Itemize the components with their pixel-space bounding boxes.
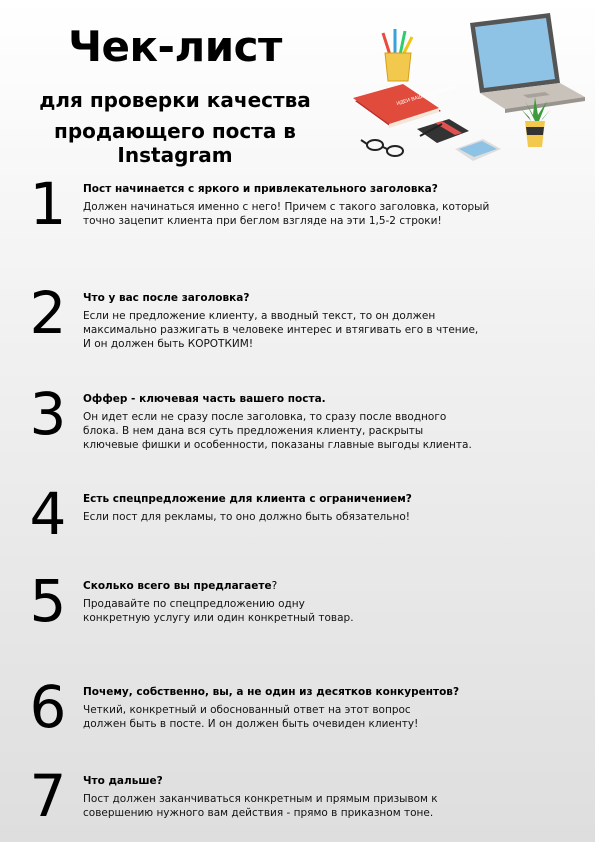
- notebook-icon: [417, 119, 469, 143]
- item-body: Должен начинаться именно с него! Причем с такого заголовка, который точно зацепит клиента при беглом взгляде на эти 1,5-2 строки!: [83, 201, 490, 227]
- item-heading: Почему, собственно, вы, а не один из десятков конкурентов?: [83, 686, 460, 698]
- page-subtitle-line-1: для проверки качества: [39, 88, 311, 112]
- laptop-icon: [470, 13, 585, 113]
- item-heading: Пост начинается с яркого и привлекательного заголовка?: [83, 183, 438, 195]
- item-number: 4: [29, 480, 67, 548]
- pencil-cup-icon: [383, 29, 412, 81]
- item-heading: Оффер - ключевая часть вашего поста.: [83, 393, 326, 405]
- page-subtitle-line-2: продающего поста в Instagram: [54, 119, 296, 167]
- item-number: 2: [29, 279, 67, 347]
- item-body: Четкий, конкретный и обоснованный ответ на этот вопрос должен быть в посте. И он должен быть очевиден клиенту!: [83, 704, 419, 730]
- item-number: 3: [29, 380, 67, 448]
- item-body: Пост должен заканчиваться конкретным и прямым призывом к совершению нужного вам действия - прямо в приказном тоне.: [83, 793, 438, 819]
- item-heading: Что у вас после заголовка?: [83, 292, 250, 304]
- item-number: 7: [29, 762, 67, 830]
- item-heading: Сколько всего вы предлагаете?: [83, 580, 278, 592]
- item-body: Если не предложение клиенту, а вводный текст, то он должен максимально разжигать в человеке интерес и втягивать его в чтение, И он должен быть КОРОТКИМ!: [83, 310, 479, 350]
- item-body: Продавайте по спецпредложению одну конкретную услугу или один конкретный товар.: [83, 598, 354, 624]
- item-heading: Есть спецпредложение для клиента с ограничением?: [83, 493, 412, 505]
- item-body: Он идет если не сразу после заголовка, то сразу после вводного блока. В нем дана вся суть предложения клиенту, раскрыты ключевые фишки и особенности, показаны главные выгоды клиента.: [83, 411, 472, 451]
- workspace-illustration: [345, 5, 595, 170]
- phone-icon: [455, 139, 501, 161]
- glasses-icon: [361, 140, 403, 156]
- item-number: 5: [29, 567, 67, 635]
- item-body: Если пост для рекламы, то оно должно быть обязательно!: [83, 511, 410, 523]
- item-heading: Что дальше?: [83, 775, 163, 787]
- svg-text:ИДЕИ ВАШЕГО БИЗНЕСА: ИДЕИ ВАШЕГО БИЗНЕСА: [395, 84, 457, 107]
- item-number: 1: [29, 170, 67, 238]
- item-number: 6: [29, 673, 67, 741]
- page-title: Чек-лист: [68, 22, 282, 71]
